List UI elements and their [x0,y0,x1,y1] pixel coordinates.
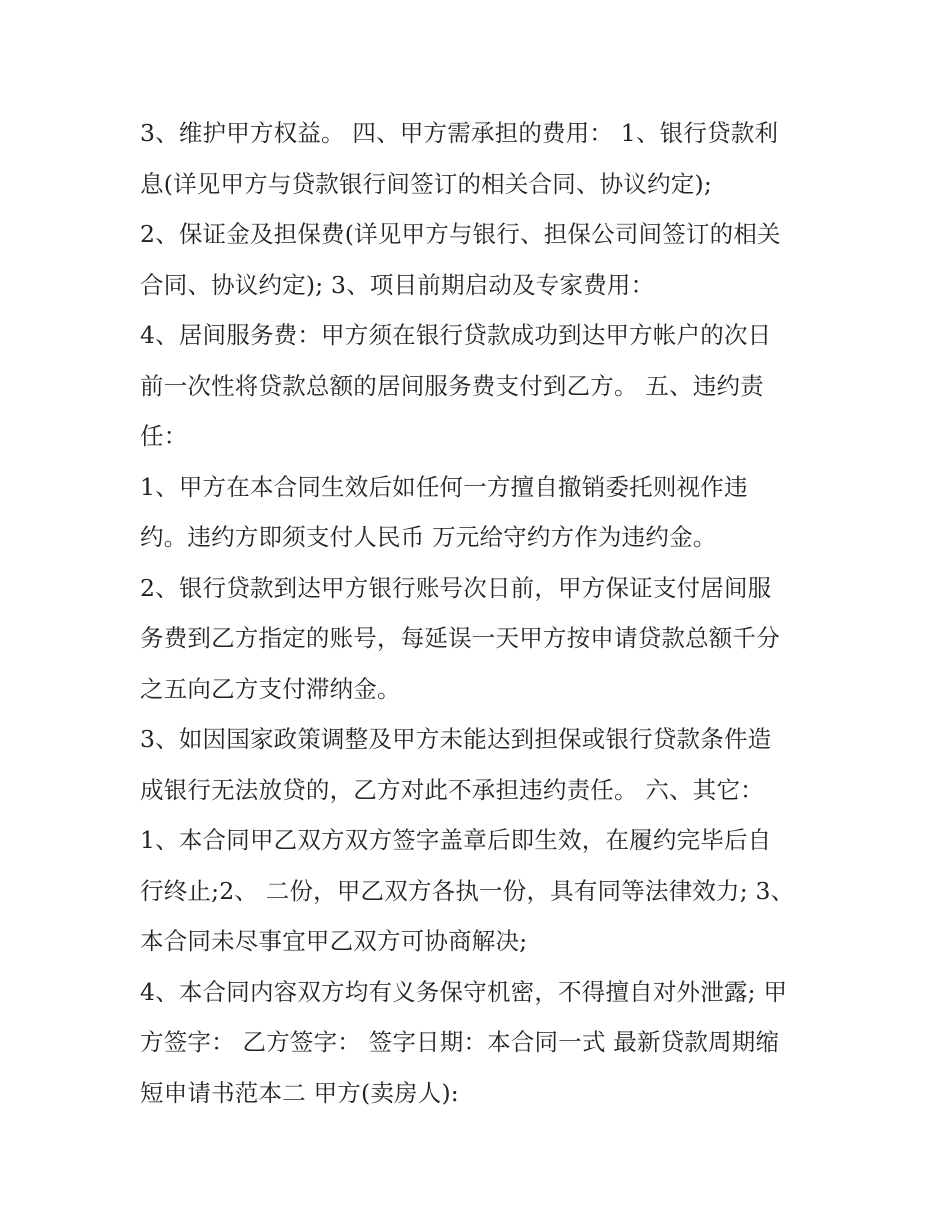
text-line: 合同、协议约定); 3、项目前期启动及专家费用： [140,270,655,299]
text-line: 前一次性将贷款总额的居间服务费支付到乙方。 五、违约责 [140,371,764,400]
text-line: 方签字： 乙方签字： 签字日期：本合同一式 最新贷款周期缩 [140,1028,780,1056]
text-line: 3、如因国家政策调整及甲方未能达到担保或银行贷款条件造 [140,725,772,753]
text-line: 1、本合同甲乙双方双方签字盖章后即生效，在履约完毕后自 [140,826,772,854]
text-line: 3、维护甲方权益。 四、甲方需承担的费用： 1、银行贷款利 [140,119,779,147]
text-line: 成银行无法放贷的，乙方对此不承担违约责任。 六、其它： [140,775,764,804]
text-line: 4、本合同内容双方均有义务保守机密，不得擅自对外泄露; 甲 [140,977,788,1006]
text-line: 任： [140,422,188,450]
text-line: 2、保证金及担保费(详见甲方与银行、担保公司间签订的相关 [140,220,781,248]
document-body [140,108,840,1118]
text-line: 务费到乙方指定的账号，每延误一天甲方按申请贷款总额千分 [140,624,780,652]
text-line: 之五向乙方支付滞纳金。 [140,674,401,703]
text-line: 本合同未尽事宜甲乙双方可协商解决; [140,927,528,955]
text-line: 1、甲方在本合同生效后如任何一方擅自撤销委托则视作违 [140,472,748,501]
text-line: 短申请书范本二 甲方(卖房人): [140,1078,459,1107]
text-line: 4、居间服务费：甲方须在银行贷款成功到达甲方帐户的次日 [140,321,772,349]
text-line: 2、银行贷款到达甲方银行账号次日前，甲方保证支付居间服 [140,573,772,602]
text-line: 息(详见甲方与贷款银行间签订的相关合同、协议约定); [140,169,712,198]
text-line: 约。违约方即须支付人民币 万元给守约方作为违约金。 [140,523,717,551]
text-line: 行终止;2、 二份，甲乙双方各执一份，具有同等法律效力; 3、 [140,876,795,905]
